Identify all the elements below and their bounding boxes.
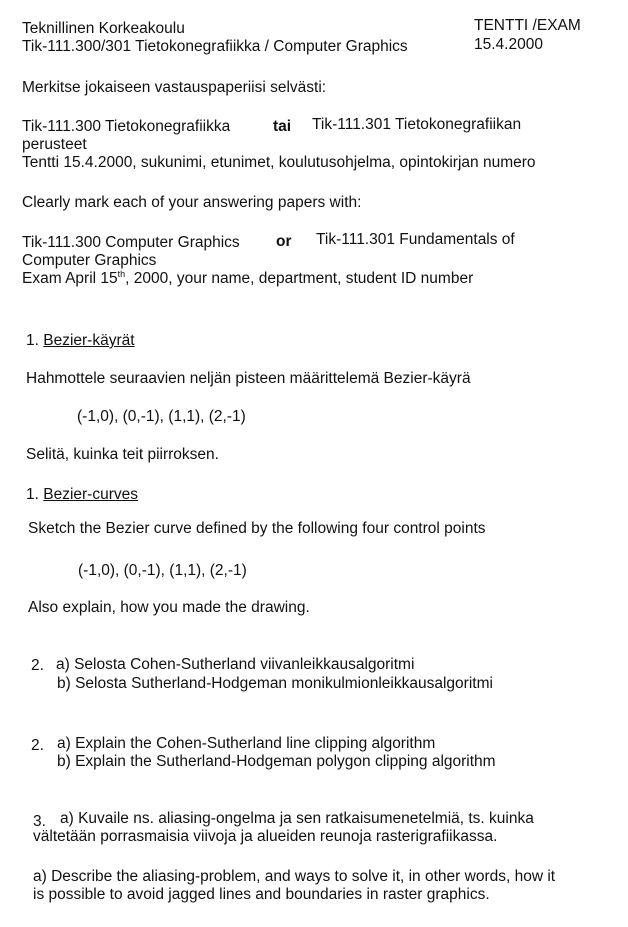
q3-fi-a-line2: vältetään porrasmaisia viivoja ja alueiden reunoja rasterigrafiikassa. (33, 828, 498, 845)
q2-en-a: a) Explain the Cohen-Sutherland line clipping algorithm (57, 735, 436, 752)
instructions-en-course-b: Tik-111.301 Fundamentals of (316, 231, 515, 248)
q1-fi-explain: Selitä, kuinka teit piirroksen. (26, 446, 219, 463)
details-pre: Exam April 15 (22, 270, 118, 287)
instructions-fi-intro: Merkitse jokaiseen vastauspaperiisi selvästi: (22, 79, 327, 96)
instructions-fi-course-b: Tik-111.301 Tietokonegrafiikan (312, 116, 522, 133)
q1-fi-title: Bezier-käyrät (43, 332, 135, 349)
instructions-en-intro: Clearly mark each of your answering papers with: (22, 194, 362, 211)
q1-en-points: (-1,0), (0,-1), (1,1), (2,-1) (78, 562, 247, 579)
q1-fi-heading (26, 332, 135, 350)
q2-fi-a: a) Selosta Cohen-Sutherland viivanleikkausalgoritmi (56, 656, 415, 673)
details-post: , 2000, your name, department, student ID number (125, 270, 474, 287)
q2-en-number: 2. (31, 737, 44, 754)
q1-en-explain: Also explain, how you made the drawing. (28, 599, 310, 616)
q2-fi-b: b) Selosta Sutherland-Hodgeman monikulmionleikkausalgoritmi (57, 675, 493, 692)
course-title: Tik-111.300/301 Tietokonegrafiikka / Computer Graphics (22, 38, 408, 55)
instructions-en-details (22, 270, 473, 288)
q1-en-prompt: Sketch the Bezier curve defined by the following four control points (28, 520, 486, 537)
q3-fi-a-line1: a) Kuvaile ns. aliasing-ongelma ja sen ratkaisumenetelmiä, ts. kuinka (60, 810, 534, 827)
q1-en-title: Bezier-curves (43, 486, 138, 503)
instructions-fi-connector: tai (273, 118, 292, 135)
instructions-en-course-a: Tik-111.300 Computer Graphics (22, 234, 240, 251)
q3-en-a-line1: a) Describe the aliasing-problem, and ways to solve it, in other words, how it (33, 868, 556, 885)
instructions-fi-course-b-cont: perusteet (22, 136, 87, 153)
q1-en-heading (26, 486, 138, 504)
instructions-en-course-b-cont: Computer Graphics (22, 252, 157, 269)
exam-date: 15.4.2000 (474, 36, 543, 53)
q1-fi-prompt: Hahmottele seuraavien neljän pisteen määrittelemä Bezier-käyrä (26, 370, 471, 387)
exam-label: TENTTI /EXAM (474, 17, 581, 34)
q3-fi-number: 3. (33, 813, 46, 830)
instructions-fi-details: Tentti 15.4.2000, sukunimi, etunimet, koulutusohjelma, opintokirjan numero (22, 154, 536, 171)
q2-fi-number: 2. (31, 657, 44, 674)
institution-name: Teknillinen Korkeakoulu (22, 20, 185, 37)
q1-en-number: 1. (26, 486, 39, 503)
q2-en-b: b) Explain the Sutherland-Hodgeman polygon clipping algorithm (57, 753, 496, 770)
instructions-fi-course-a: Tik-111.300 Tietokonegrafiikka (22, 118, 231, 135)
q1-fi-points: (-1,0), (0,-1), (1,1), (2,-1) (77, 408, 246, 425)
details-sup: th (117, 269, 126, 279)
q3-en-a-line2: is possible to avoid jagged lines and boundaries in raster graphics. (33, 886, 490, 903)
q1-fi-number: 1. (26, 332, 39, 349)
instructions-en-connector: or (276, 233, 292, 250)
